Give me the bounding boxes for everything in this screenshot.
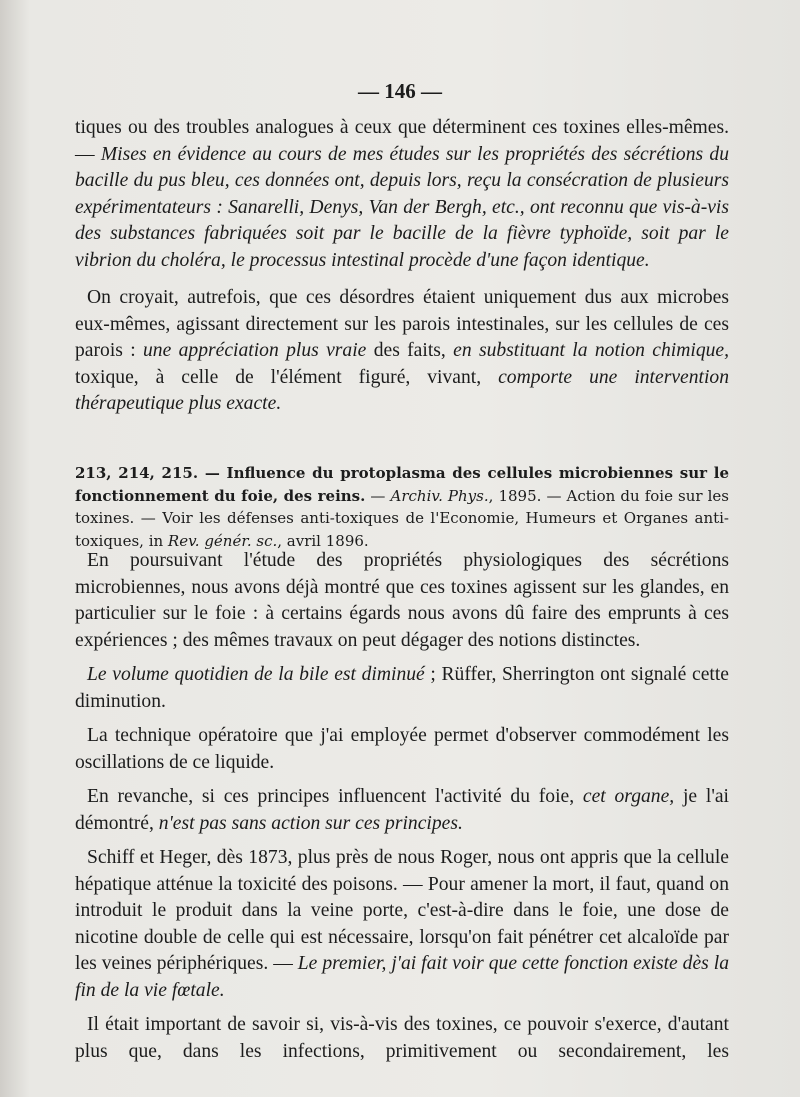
paragraph-7 — [75, 845, 729, 1004]
ref-journal-1: Archiv. Phys. — [390, 486, 489, 505]
ref-dash: — — [365, 486, 391, 505]
text-block-main — [75, 548, 729, 1065]
p2-italic-2: en substituant la notion chimique, — [453, 340, 730, 361]
paragraph-6 — [75, 784, 729, 837]
p1-roman: tiques ou des troubles analogues à ceux que déterminent ces toxines elles-mêmes. — — [75, 117, 729, 165]
p7-italic: Le premier, j'ai fait voir que cette fonction existe dès la fin de la vie fœtale. — [75, 953, 729, 1001]
ref-year-2: , avril 1896. — [277, 531, 369, 550]
p1-italic: Mises en évidence au cours de mes études sur les propriétés des sécrétions du bacille du pus bleu, ces données ont, depuis lors, reçu la consécration de plusieurs expérimentateurs : Sanarelli, Denys, Van der Bergh, etc., ont reconnu que vis-à-vis des substances fabriquées soit par le bacille de la fièvre typhoïde, soit par le vibrion du choléra, le processus intestinal procède d'une façon identique. — [75, 143, 729, 271]
p4-italic: Le volume quotidien de la bile est diminué — [87, 664, 425, 685]
p6-italic-1: cet organe, — [582, 786, 675, 807]
ref-numbers: 213, 214, 215. — [75, 464, 199, 482]
p4-roman: ; Rüffer, Sherrington ont signalé cette diminution. — [75, 664, 729, 712]
paragraph-3: En poursuivant l'étude des propriétés physiologiques des sécrétions microbiennes, nous avons déjà montré que ces toxines agissent sur les glandes, en particulier sur le foie : à certains égards nous avons dû faire des emprunts à ces expériences ; des mêmes travaux on peut dégager des notions distinctes. — [75, 550, 729, 651]
p6-roman-mid: je l'ai démontré, — [75, 786, 729, 834]
page-number: — 146 — — [358, 79, 442, 103]
p7-roman: Schiff et Heger, dès 1873, plus près de nous Roger, nous ont appris que la cellule hépatique atténue la toxicité des poisons. — Pour amener la mort, il faut, quand on introduit le produit dans la veine porte, c'est-à-dire dans le foie, une dose de nicotine double de celle qui est nécessaire, lorsqu'on fait pénétrer cet alcaloïde par les veines périphériques. — — [75, 847, 729, 974]
p2-roman-mid: des faits, — [366, 340, 454, 361]
paragraph-8: Il était important de savoir si, vis-à-vis des toxines, ce pouvoir s'exerce, d'autant plus que, dans les infections, primitivement ou secondairement, les — [75, 1014, 729, 1062]
paragraph-1 — [75, 115, 729, 274]
p2-roman-start: On croyait, autrefois, que ces désordres étaient uniquement dus aux microbes eux-mêmes, agissant directement sur les parois intestinales, sur les cellules de ces parois : — [75, 287, 729, 361]
p6-roman-start: En revanche, si ces principes influencent l'activité du foie, — [87, 786, 583, 807]
ref-title: — Influence du protoplasma des cellules microbiennes sur le fonctionnement du foie, des reins. — [75, 464, 729, 505]
text-block-top — [75, 115, 729, 274]
paragraph-4 — [75, 662, 729, 715]
ref-year-1: , 1895. — Action du foie sur les toxines. — Voir les défenses anti-toxiques de l'Economie, Humeurs et Organes anti-toxiques, in — [75, 486, 729, 550]
ref-journal-2: Rev. génér. sc. — [167, 531, 278, 550]
text-block-2 — [75, 285, 729, 418]
paragraph-5: La technique opératoire que j'ai employée permet d'observer commodément les oscillations de ce liquide. — [75, 725, 729, 773]
p6-italic-2: n'est pas sans action sur ces principes. — [158, 812, 463, 834]
paragraph-2 — [75, 285, 729, 418]
p2-italic-1: une appréciation plus vraie — [143, 340, 367, 361]
p2-roman-mid2: toxique, à celle de l'élément figuré, vivant, — [75, 366, 499, 388]
p2-italic-3: comporte une intervention thérapeutique plus exacte. — [75, 366, 729, 414]
bibliography-note — [75, 462, 729, 552]
